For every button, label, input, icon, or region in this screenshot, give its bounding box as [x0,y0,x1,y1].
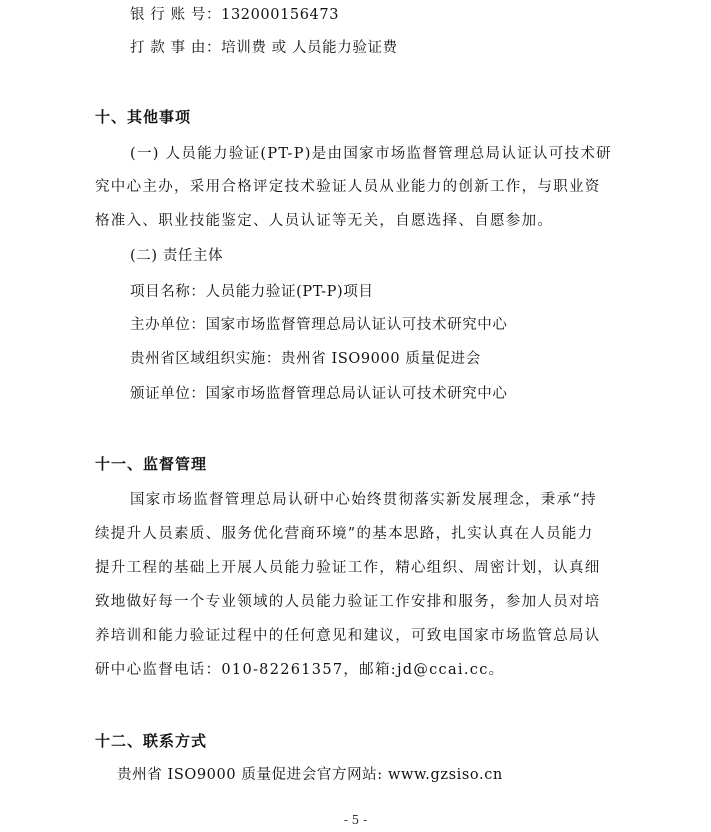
section-10-item1-line1: (一) 人员能力验证(PT-P)是由国家市场监督管理总局认证认可技术研 [130,146,612,162]
section-11-heading: 十一、监督管理 [95,455,208,473]
payment-reason-line: 打 款 事 由：培训费 或 人员能力验证费 [130,40,398,56]
section-11-line4: 致地做好每一个专业领域的人员能力验证工作安排和服务，参加人员对培 [95,594,601,610]
bank-account-line: 银 行 账 号：132000156473 [130,7,340,23]
certificate-issuer-line: 颁证单位：国家市场监督管理总局认证认可技术研究中心 [130,386,508,402]
regional-implementer-line: 贵州省区域组织实施：贵州省 ISO9000 质量促进会 [130,351,481,367]
section-11-line5: 养培训和能力验证过程中的任何意见和建议，可致电国家市场监管总局认 [95,628,601,644]
section-10-item1-line3: 格准入、职业技能鉴定、人员认证等无关，自愿选择、自愿参加。 [95,213,554,229]
website-line: 贵州省 ISO9000 质量促进会官方网站: www.gzsiso.cn [117,767,503,783]
section-10-item1-line2: 究中心主办，采用合格评定技术验证人员从业能力的创新工作，与职业资 [95,179,601,195]
section-11-line1: 国家市场监督管理总局认研中心始终贯彻落实新发展理念，秉承“持 [130,492,597,508]
project-name-line: 项目名称：人员能力验证(PT-P)项目 [130,284,374,300]
page-number: - 5 - [343,813,368,827]
section-10-item2-title: (二) 责任主体 [130,248,224,264]
section-11-line3: 提升工程的基础上开展人员能力验证工作，精心组织、周密计划，认真细 [95,560,601,576]
section-11-line6: 研中心监督电话：010-82261357，邮箱:jd@ccai.cc。 [95,662,505,678]
section-12-heading: 十二、联系方式 [95,732,208,750]
section-10-heading: 十、其他事项 [95,108,192,126]
organizer-line: 主办单位：国家市场监督管理总局认证认可技术研究中心 [130,317,508,333]
section-11-line2: 续提升人员素质、服务优化营商环境”的基本思路，扎实认真在人员能力 [95,526,594,542]
